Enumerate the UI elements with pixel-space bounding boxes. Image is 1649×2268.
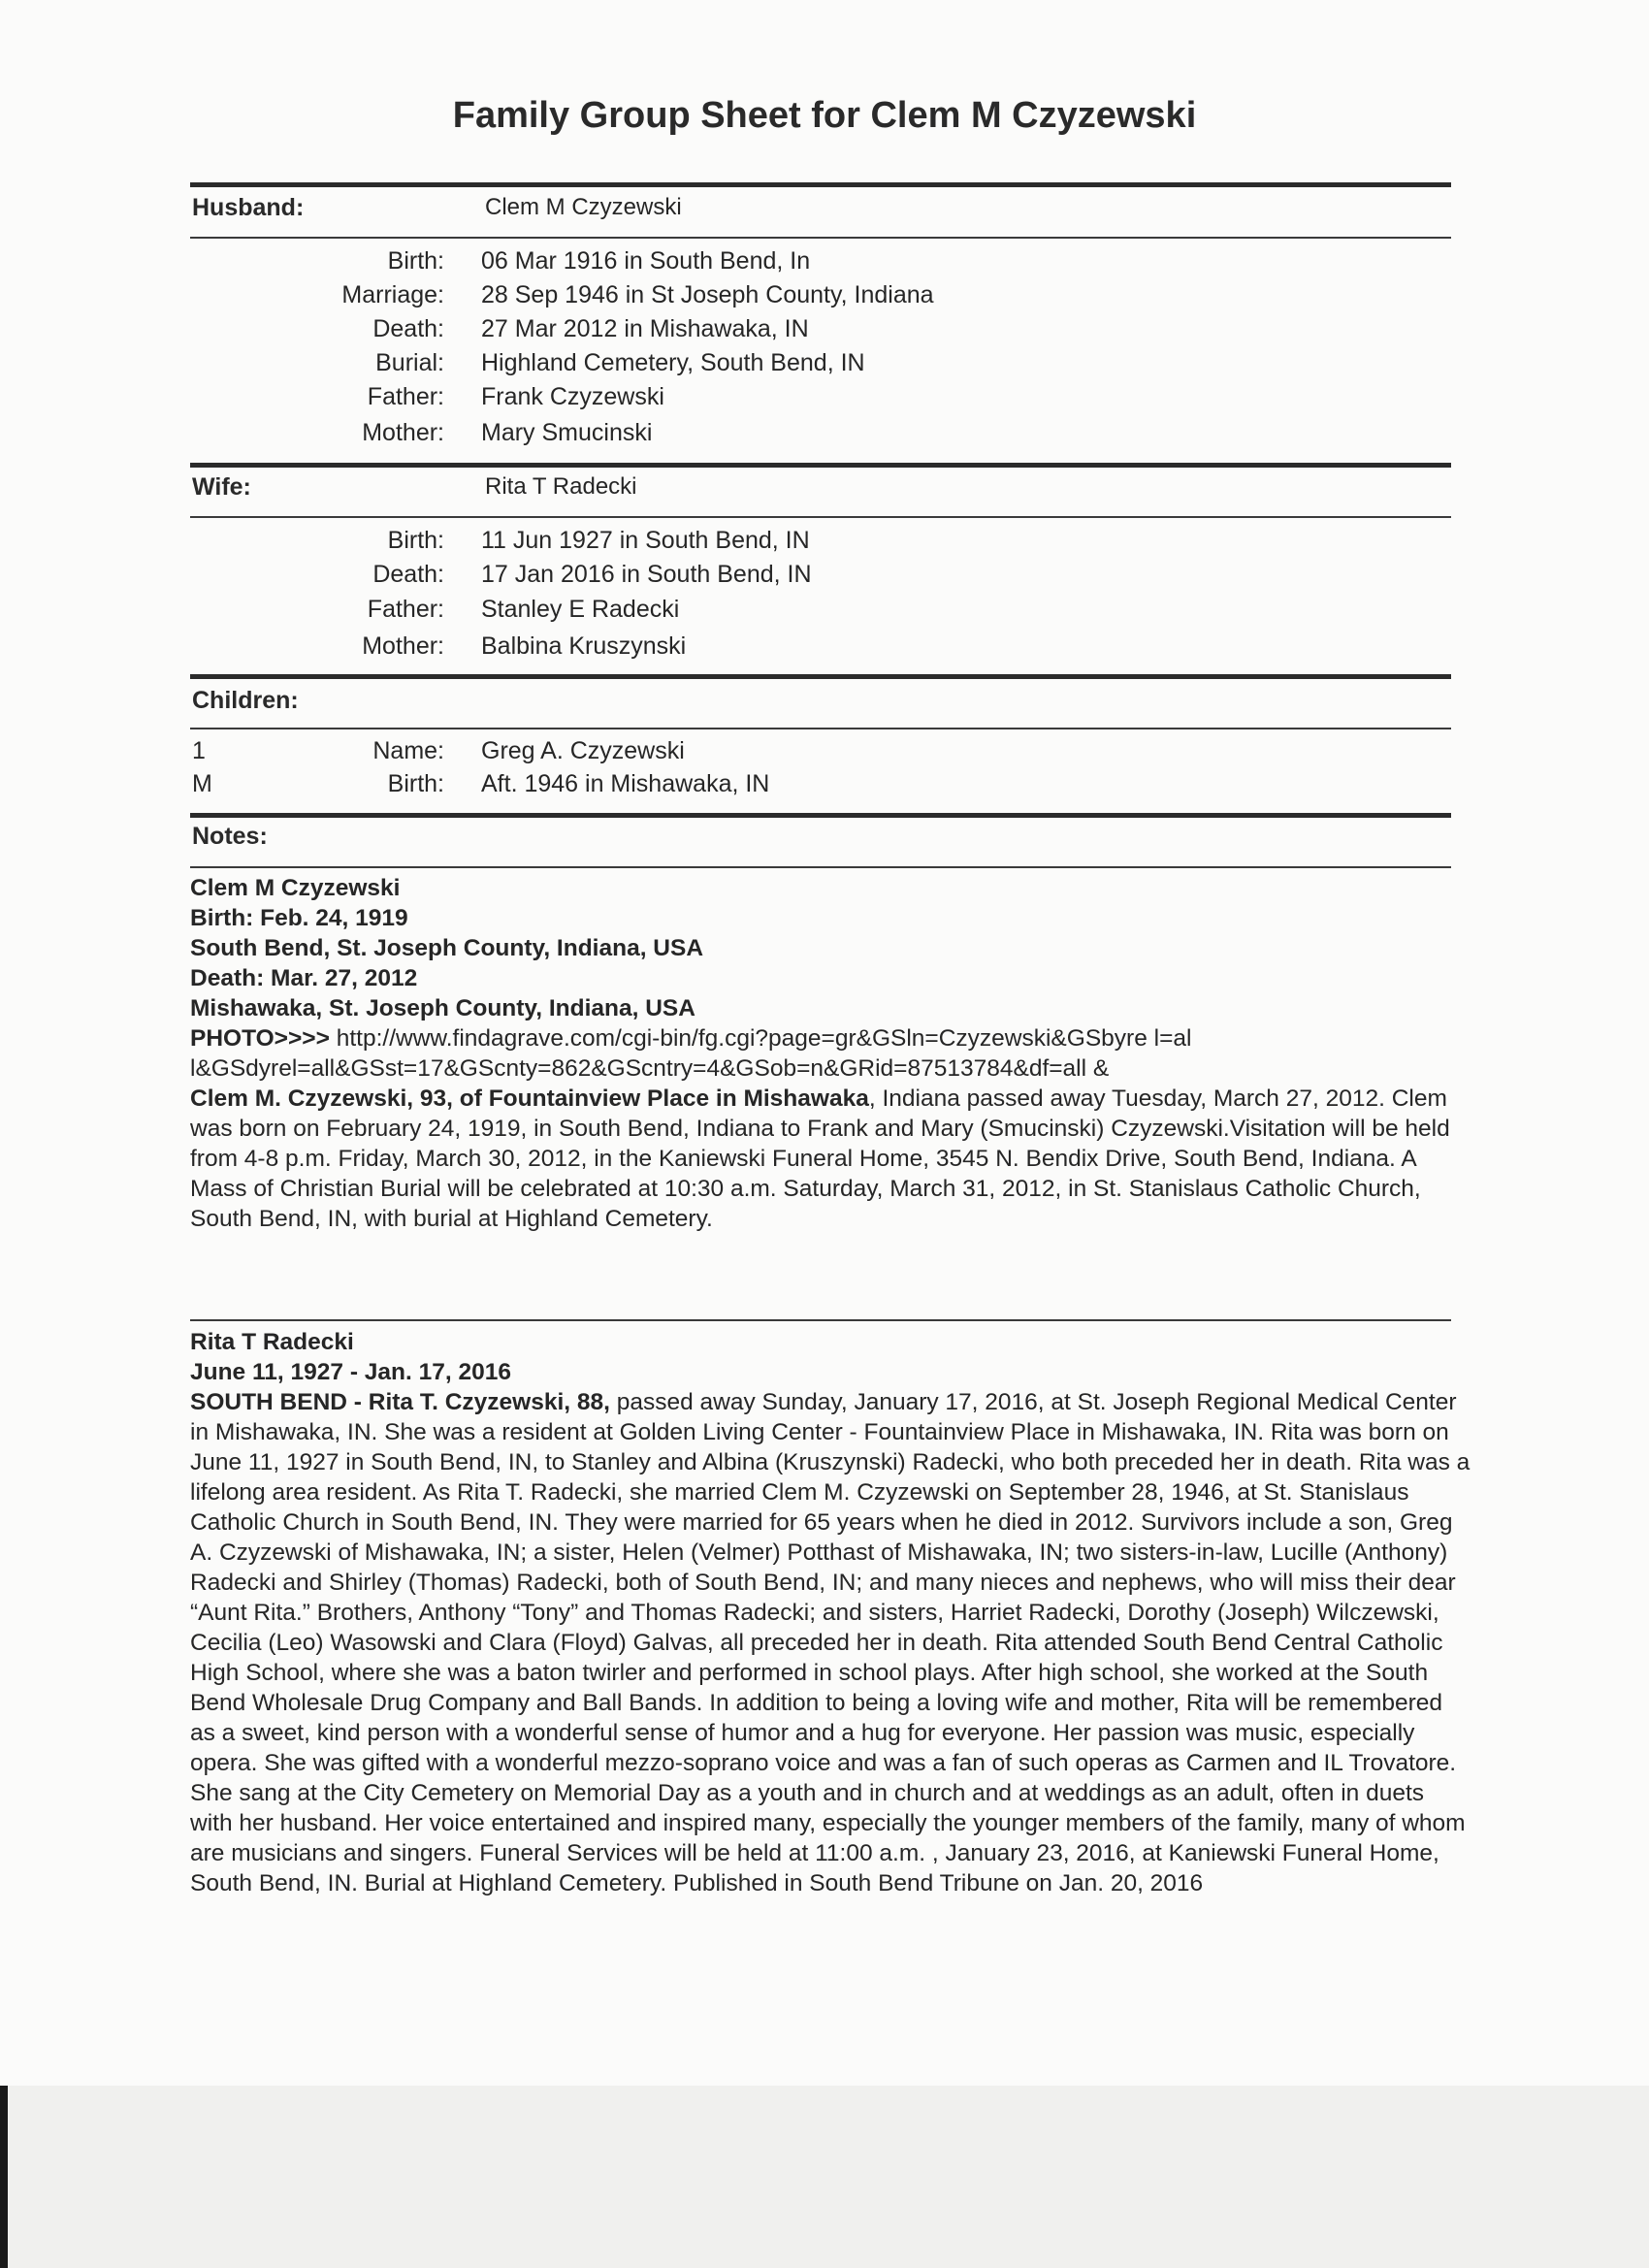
- rita-obituary-text: passed away Sunday, January 17, 2016, at St. Joseph Regional Medical Center in Mishawaka, IN. She was a resident at Golden Living Center - Fountainview Place in Mishawaka, IN. Rita was born on June 11, 1927 in South Bend, IN, to Stanley and Albina (Kruszynski) Radecki, who both preceded her in death. Rita was a lifelong area resident. As Rita T. Radecki, she married Clem M. Czyzewski on September 28, 1946, at St. Stanislaus Catholic Church in South Bend, IN. They were married for 65 years when he died in 2012. Survivors include a son, Greg A. Czyzewski of Mishawaka, IN; a sister, Helen (Velmer) Potthast of Mishawaka, IN; two sisters-in-law, Lucille (Anthony) Radecki and Shirley (Thomas) Radecki, both of South Bend, IN; and many nieces and nephews, who will miss their dear “Aunt Rita.” Brothers, Anthony “Tony” and Thomas Radecki; and sisters, Harriet Radecki, Dorothy (Joseph) Wilczewski, Cecilia (Leo) Wasowski and Clara (Floyd) Galvas, all preceded her in death. Rita attended South Bend Central Catholic High School, where she was a baton twirler and performed in school plays. After high school, she worked at the South Bend Wholesale Drug Company and Ball Bands. In addition to being a loving wife and mother, Rita will be remembered as a sweet, kind person with a wonderful sense of humor and a hug for everyone. Her passion was music, especially opera. She was gifted with a wonderful mezzo-soprano voice and was a fan of such operas as Carmen and IL Trovatore. She sang at the City Cemetery on Memorial Day as a youth and in church and at weddings as an adult, often in duets with her husband. Her voice entertained and inspired many, especially the younger members of the family, many of whom are musicians and singers. Funeral Services will be held at 11:00 a.m. , January 23, 2016, at Kaniewski Funeral Home, South Bend, IN. Burial at Highland Cemetery. Published in South Bend Tribune on Jan. 20, 2016: [190, 1389, 1471, 1896]
- clem-note: [190, 873, 1471, 1234]
- photo-label: PHOTO>>>>: [190, 1025, 330, 1052]
- child-birth-value: Aft. 1946 in Mishawaka, IN: [481, 770, 770, 797]
- wife-birth-value: 11 Jun 1927 in South Bend, IN: [481, 527, 810, 554]
- husband-marriage-value: 28 Sep 1946 in St Joseph County, Indiana: [481, 281, 934, 308]
- section-rule: [190, 674, 1451, 679]
- clem-note-birth-place: South Bend, St. Joseph County, Indiana, USA: [190, 935, 704, 961]
- rita-obituary-lead: SOUTH BEND - Rita T. Czyzewski, 88,: [190, 1389, 610, 1415]
- husband-heading: Husband:: [192, 194, 305, 221]
- photo-url-part-1: http://www.findagrave.com/cgi-bin/fg.cgi?page=gr&GSln=Czyzewski&GSbyre l=al: [329, 1025, 1192, 1052]
- child-name-value: Greg A. Czyzewski: [481, 737, 685, 764]
- child-index: 1: [192, 737, 206, 764]
- section-divider: [190, 728, 1451, 729]
- rita-note-obituary: [190, 1387, 1471, 1898]
- husband-burial-value: Highland Cemetery, South Bend, IN: [481, 349, 865, 376]
- wife-mother-value: Balbina Kruszynski: [481, 632, 687, 660]
- wife-father-label: Father:: [367, 596, 444, 623]
- section-divider: [190, 866, 1451, 868]
- wife-death-value: 17 Jan 2016 in South Bend, IN: [481, 561, 812, 588]
- section-rule: [190, 463, 1451, 468]
- wife-heading: Wife:: [192, 473, 251, 501]
- children-heading: Children:: [192, 687, 299, 714]
- section-rule: [190, 182, 1451, 187]
- clem-note-obituary: [190, 1084, 1471, 1234]
- husband-name: Clem M Czyzewski: [485, 194, 682, 220]
- clem-note-birth: Birth: Feb. 24, 1919: [190, 905, 408, 931]
- husband-burial-label: Burial:: [375, 349, 444, 376]
- page-title: Family Group Sheet for Clem M Czyzewski: [452, 95, 1197, 136]
- clem-note-death: Death: Mar. 27, 2012: [190, 965, 418, 991]
- rita-note-name: Rita T Radecki: [190, 1329, 354, 1355]
- husband-death-label: Death:: [372, 315, 444, 342]
- clem-obituary-text: , Indiana passed away Tuesday, March 27, 2012. Clem was born on February 24, 1919, in South Bend, Indiana to Frank and Mary (Smucinski) Czyzewski.Visitation will be held from 4-8 p.m. Friday, March 30, 2012, in the Kaniewski Funeral Home, 3545 N. Bendix Drive, South Bend, Indiana. A Mass of Christian Burial will be celebrated at 10:30 a.m. Saturday, March 31, 2012, in St. Stanislaus Catholic Church, South Bend, IN, with burial at Highland Cemetery.: [190, 1085, 1450, 1232]
- section-divider: [190, 516, 1451, 518]
- rita-note: [190, 1327, 1471, 1898]
- husband-birth-label: Birth:: [387, 247, 444, 275]
- husband-birth-value: 06 Mar 1916 in South Bend, In: [481, 247, 811, 275]
- wife-death-label: Death:: [372, 561, 444, 588]
- photo-url-part-2: l&GSdyrel=all&GSst=17&GScnty=862&GScntry=4&GSob=n&GRid=87513784&df=all &: [190, 1055, 1110, 1082]
- husband-death-value: 27 Mar 2012 in Mishawaka, IN: [481, 315, 809, 342]
- husband-father-value: Frank Czyzewski: [481, 383, 664, 410]
- husband-father-label: Father:: [367, 383, 444, 410]
- clem-obituary-lead: Clem M. Czyzewski, 93, of Fountainview Place in Mishawaka: [190, 1085, 869, 1112]
- husband-mother-label: Mother:: [362, 419, 444, 446]
- scan-edge: [0, 2086, 8, 2268]
- child-birth-label: Birth:: [387, 770, 444, 797]
- wife-father-value: Stanley E Radecki: [481, 596, 680, 623]
- section-divider: [190, 1319, 1451, 1321]
- clem-note-photo-line: [190, 1023, 1471, 1053]
- husband-marriage-label: Marriage:: [341, 281, 444, 308]
- rita-note-dates: June 11, 1927 - Jan. 17, 2016: [190, 1359, 511, 1385]
- wife-mother-label: Mother:: [362, 632, 444, 660]
- scan-margin: [0, 2086, 1649, 2268]
- clem-note-death-place: Mishawaka, St. Joseph County, Indiana, USA: [190, 995, 695, 1021]
- wife-name: Rita T Radecki: [485, 473, 637, 500]
- section-divider: [190, 237, 1451, 239]
- clem-note-name: Clem M Czyzewski: [190, 875, 401, 901]
- child-sex: M: [192, 770, 212, 797]
- husband-mother-value: Mary Smucinski: [481, 419, 653, 446]
- notes-heading: Notes:: [192, 823, 268, 850]
- wife-birth-label: Birth:: [387, 527, 444, 554]
- child-name-label: Name:: [372, 737, 444, 764]
- section-rule: [190, 813, 1451, 818]
